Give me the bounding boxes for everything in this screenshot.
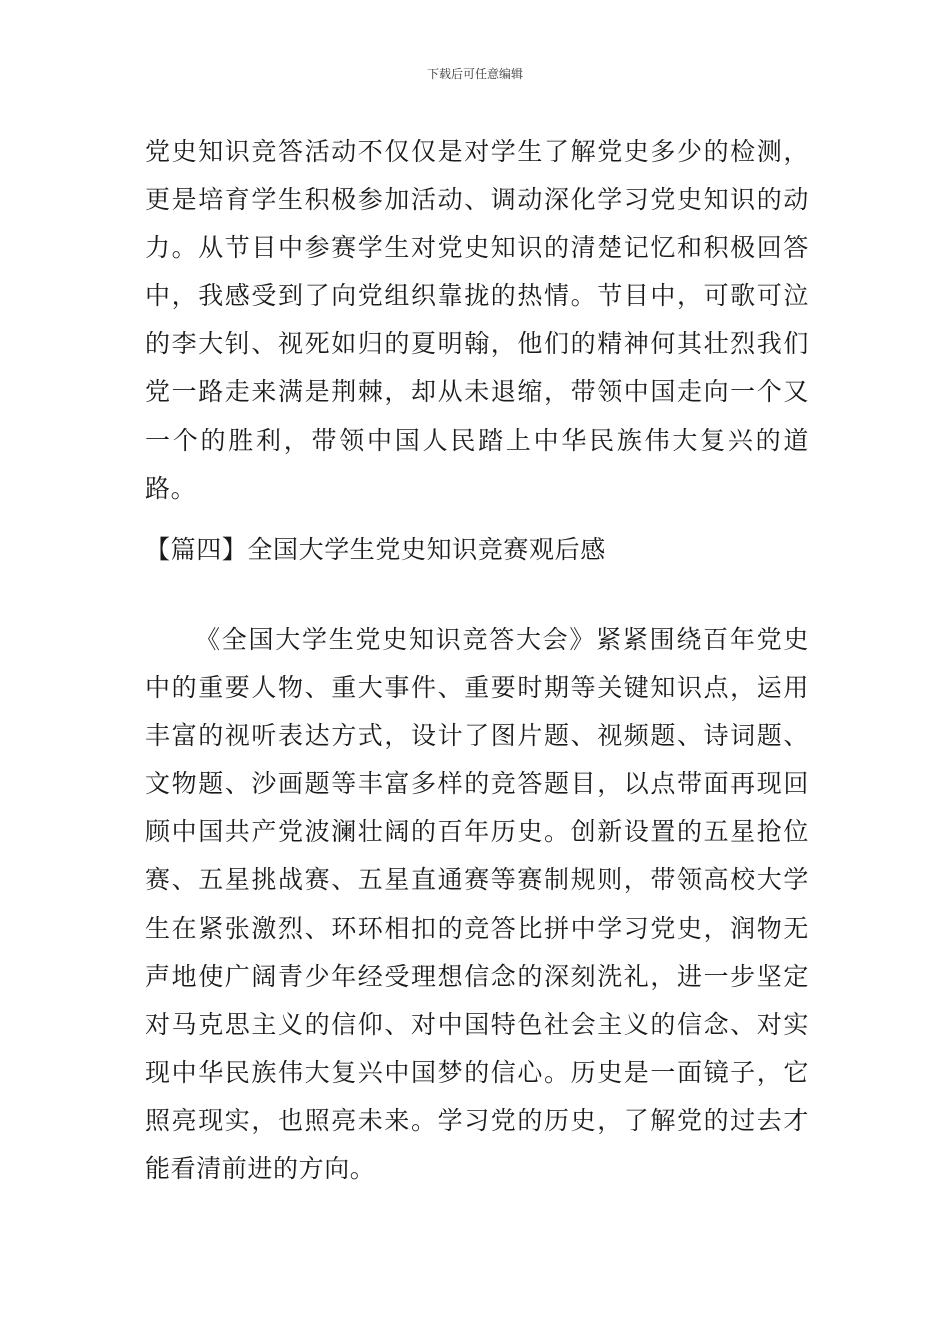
body-paragraph-2: 《全国大学生党史知识竞答大会》紧紧围绕百年党史中的重要人物、重大事件、重要时期等关键知识点，运用丰富的视听表达方式，设计了图片题、视频题、诗词题、文物题、沙画题等丰富多样的竞答题目，以点带面再现回顾中国共产党波澜壮阔的百年历史。创新设置的五星抢位赛、五星挑战赛、五星直通赛等赛制规则，带领高校大学生在紧张激烈、环环相扣的竞答比拼中学习党史，润物无声地使广阔青少年经受理想信念的深刻洗礼，进一步坚定对马克思主义的信仰、对中国特色社会主义的信念、对实现中华民族伟大复兴中国梦的信心。历史是一面镜子，它照亮现实，也照亮未来。学习党的历史，了解党的过去才能看清前进的方向。 bbox=[145, 625, 809, 1184]
page-header-note: 下载后可任意编辑 bbox=[426, 67, 523, 81]
body-paragraph-1: 党史知识竞答活动不仅仅是对学生了解党史多少的检测，更是培育学生积极参加活动、调动深化学习党史知识的动力。从节目中参赛学生对党史知识的清楚记忆和积极回答中，我感受到了向党组织靠拢的热情。节目中，可歌可泣的李大钊、视死如归的夏明翰，他们的精神何其壮烈我们党一路走来满是荆棘，却从未退缩，带领中国走向一个又一个的胜利，带领中国人民踏上中华民族伟大复兴的道路。 bbox=[145, 137, 809, 503]
section-heading: 【篇四】全国大学生党史知识竞赛观后感 bbox=[145, 535, 606, 564]
